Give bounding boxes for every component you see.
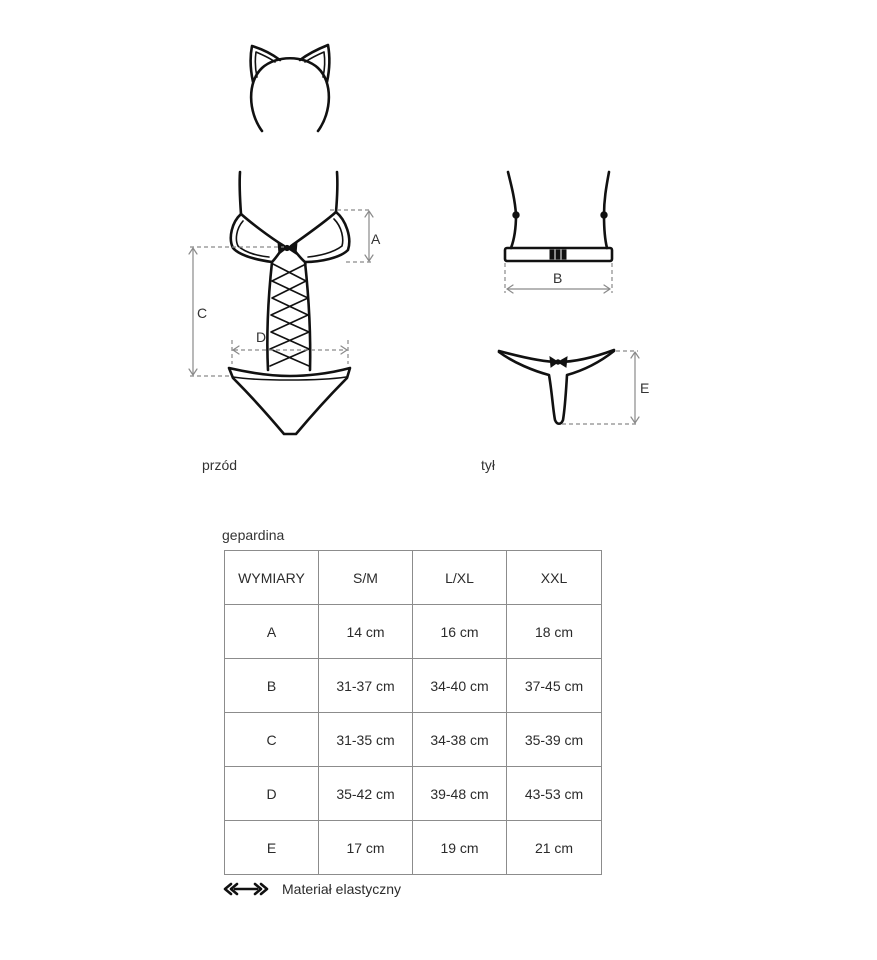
table-cell: 31-35 cm	[319, 713, 413, 767]
cat-ears-headband	[251, 45, 330, 131]
table-header-cell: S/M	[319, 551, 413, 605]
back-thong	[499, 350, 614, 424]
table-cell: 34-38 cm	[413, 713, 507, 767]
table-header-cell: WYMIARY	[225, 551, 319, 605]
table-cell: 43-53 cm	[507, 767, 602, 821]
table-cell: 35-39 cm	[507, 713, 602, 767]
dimension-label-a: A	[371, 231, 381, 247]
legend-label: Materiał elastyczny	[282, 881, 402, 897]
table-cell: 18 cm	[507, 605, 602, 659]
thong-bow-icon	[550, 357, 567, 367]
table-cell: 19 cm	[413, 821, 507, 875]
table-title: gepardina	[222, 527, 285, 543]
table-cell: D	[225, 767, 319, 821]
size-table	[224, 550, 602, 875]
front-bodysuit	[229, 172, 350, 434]
bra-hook-icon	[550, 250, 566, 259]
table-cell: 14 cm	[319, 605, 413, 659]
front-lacing	[270, 264, 309, 366]
dimension-d	[232, 329, 348, 364]
table-header-row	[225, 551, 602, 605]
table-row	[225, 767, 602, 821]
table-row	[225, 659, 602, 713]
dimension-label-c: C	[197, 305, 208, 321]
table-header-cell: XXL	[507, 551, 602, 605]
table-row	[225, 605, 602, 659]
dimension-label-d: D	[256, 329, 267, 345]
table-cell: C	[225, 713, 319, 767]
dimension-a	[330, 210, 381, 262]
table-cell: E	[225, 821, 319, 875]
stretch-arrows-icon	[222, 880, 270, 898]
table-cell: 37-45 cm	[507, 659, 602, 713]
dimension-label-b: B	[553, 270, 563, 286]
table-row	[225, 821, 602, 875]
dimension-e	[562, 351, 649, 424]
table-cell: 21 cm	[507, 821, 602, 875]
dimension-label-e: E	[640, 380, 650, 396]
front-caption: przód	[202, 457, 238, 473]
table-cell: 16 cm	[413, 605, 507, 659]
table-cell: 39-48 cm	[413, 767, 507, 821]
dimension-c	[189, 247, 284, 376]
table-cell: B	[225, 659, 319, 713]
back-bra	[505, 172, 612, 261]
back-caption: tył	[481, 457, 495, 473]
table-cell: 34-40 cm	[413, 659, 507, 713]
table-row	[225, 713, 602, 767]
front-bow-icon	[278, 242, 297, 254]
dimension-b	[505, 263, 612, 293]
table-cell: A	[225, 605, 319, 659]
table-cell: 31-37 cm	[319, 659, 413, 713]
table-cell: 35-42 cm	[319, 767, 413, 821]
table-cell: 17 cm	[319, 821, 413, 875]
table-header-cell: L/XL	[413, 551, 507, 605]
